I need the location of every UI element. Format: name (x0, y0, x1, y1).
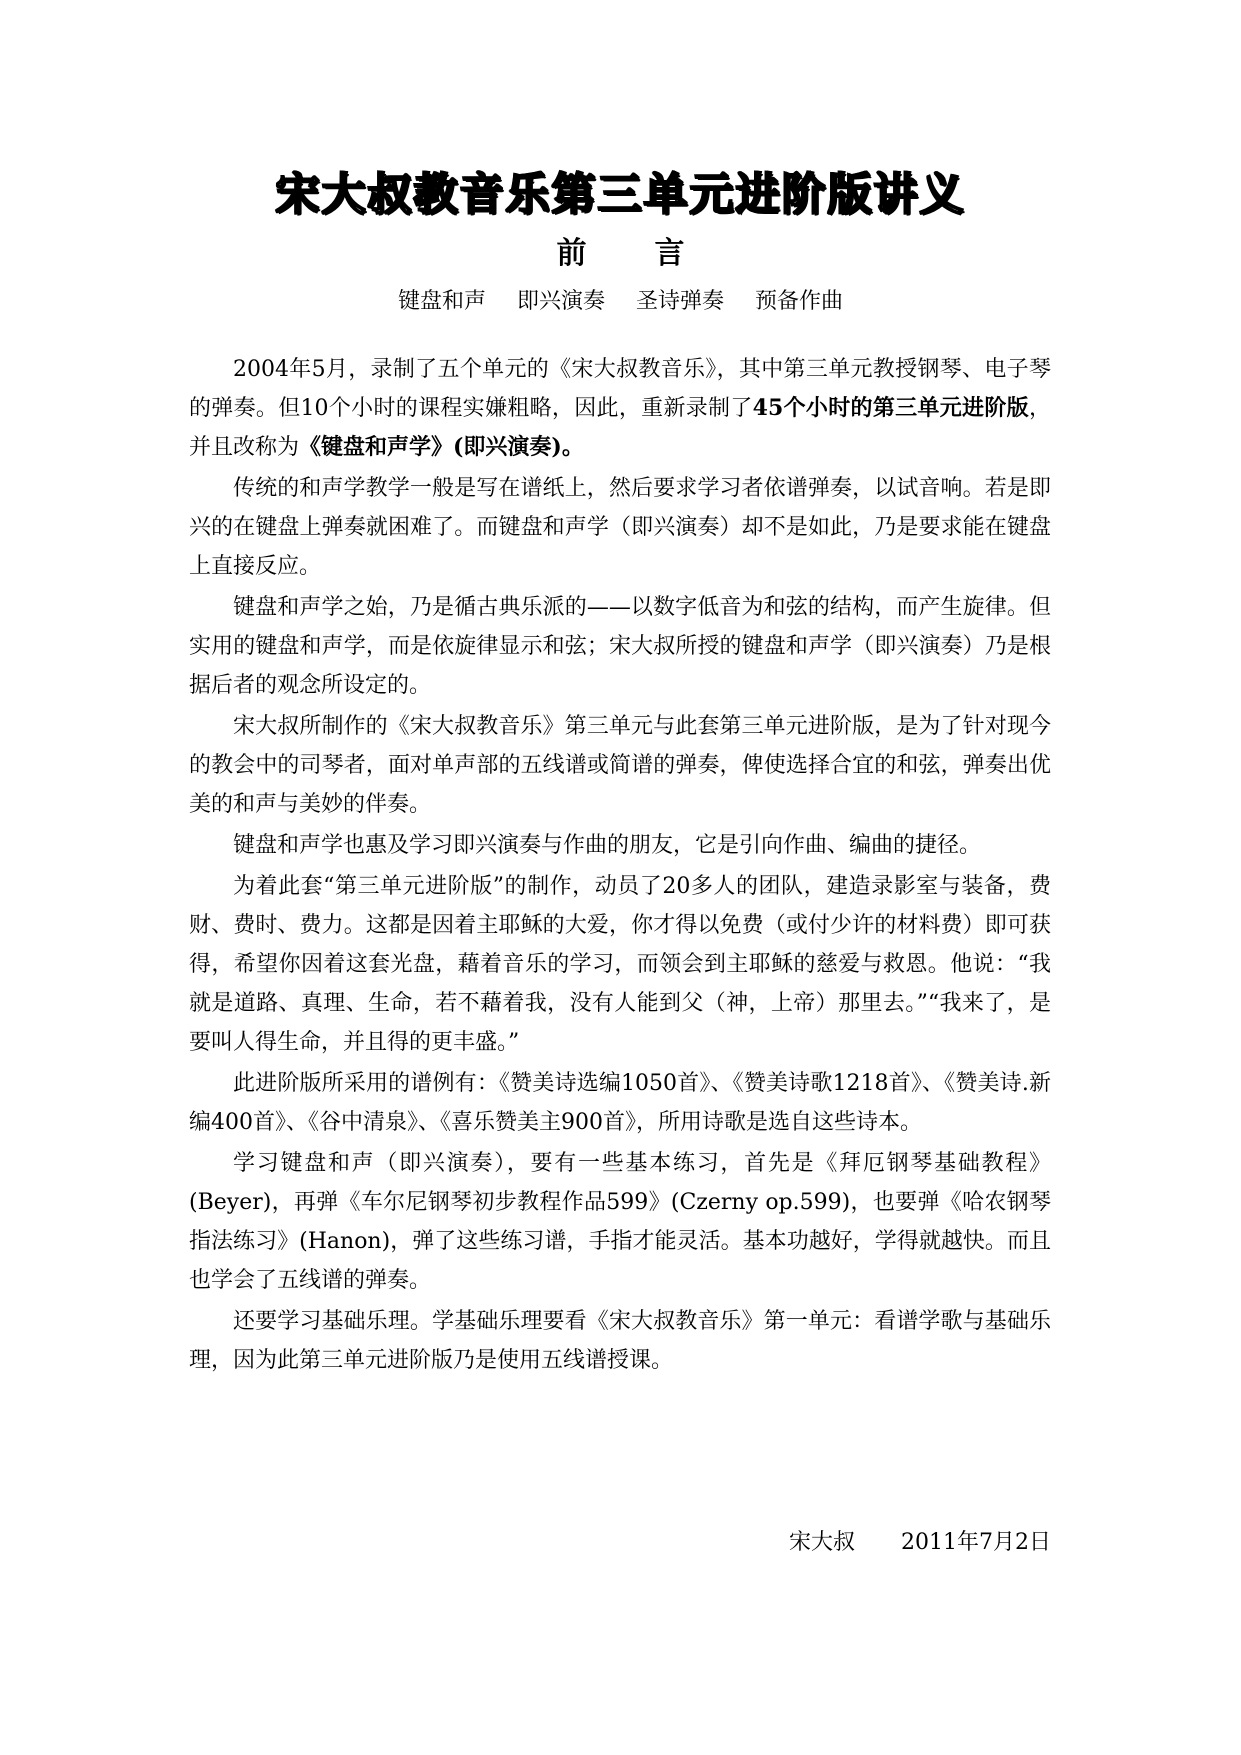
paragraph-6: 为着此套“第三单元进阶版”的制作，动员了20多人的团队，建造录影室与装备，费财、费时、费力。这都是因着主耶稣的大爱，你才得以免费（或付少许的材料费）即可获得，希望你因着这套光盘，藉着音乐的学习，而领会到主耶稣的慈爱与救恩。他说：“我就是道路、真理、生命，若不藉着我，没有人能到父（神，上帝）那里去。”“我来了，是要叫人得生命，并且得的更丰盛。” (189, 874, 1051, 1055)
paragraph-1-bold-b: 《键盘和声学》(即兴演奏)。 (299, 434, 584, 460)
paragraph-2: 传统的和声学教学一般是写在谱纸上，然后要求学习者依谱弹奏，以试音响。若是即兴的在键盘上弹奏就困难了。而键盘和声学（即兴演奏）却不是如此，乃是要求能在键盘上直接反应。 (189, 476, 1051, 579)
preface-body (189, 350, 1051, 1382)
preface-heading (0, 228, 1241, 272)
topic-composition-prep: 预备作曲 (755, 289, 844, 314)
paragraph-7: 此进阶版所采用的谱例有：《赞美诗选编1050首》、《赞美诗歌1218首》、《赞美诗.新编400首》、《谷中清泉》、《喜乐赞美主900首》，所用诗歌是选自这些诗本。 (189, 1071, 1051, 1135)
paragraph-4: 宋大叔所制作的《宋大叔教音乐》第三单元与此套第三单元进阶版，是为了针对现今的教会中的司琴者，面对单声部的五线谱或简谱的弹奏，俾使选择合宜的和弦，弹奏出优美的和声与美妙的伴奏。 (189, 714, 1051, 817)
document-title: 宋大叔教音乐第三单元进阶版讲义 (275, 169, 966, 220)
paragraph-1-text-a: 2004年5月，录制了五个单元的《宋大叔教音乐》，其中第三单元教授钢琴、电子琴的弹奏。但10个小时的课程实嫌粗略，因此，重新录制了 (189, 357, 1051, 421)
paragraph-5: 键盘和声学也惠及学习即兴演奏与作曲的朋友，它是引向作曲、编曲的捷径。 (233, 833, 982, 858)
signature-line (189, 1525, 1051, 1556)
preface-char-2: 言 (654, 236, 685, 271)
paragraph-8: 学习键盘和声（即兴演奏），要有一些基本练习，首先是《拜厄钢琴基础教程》(Beyer)，再弹《车尔尼钢琴初步教程作品599》(Czerny op.599)，也要弹《哈农钢琴指法练习》(Hanon)，弹了这些练习谱，手指才能灵活。基本功越好，学得就越快。而且也学会了五线谱的弹奏。 (189, 1151, 1051, 1293)
paragraph-1 (189, 350, 1051, 467)
topic-hymn-playing: 圣诗弹奏 (636, 289, 725, 314)
signature-date: 2011年7月2日 (901, 1530, 1051, 1555)
topic-improvisation: 即兴演奏 (516, 289, 605, 314)
signature-author: 宋大叔 (789, 1530, 856, 1555)
paragraph-9: 还要学习基础乐理。学基础乐理要看《宋大叔教音乐》第一单元：看谱学歌与基础乐理，因为此第三单元进阶版乃是使用五线谱授课。 (189, 1309, 1051, 1373)
paragraph-3: 键盘和声学之始，乃是循古典乐派的——以数字低音为和弦的结构，而产生旋律。但实用的键盘和声学，而是依旋律显示和弦；宋大叔所授的键盘和声学（即兴演奏）乃是根据后者的观念所设定的。 (189, 595, 1051, 698)
topic-keyboard-harmony: 键盘和声 (397, 289, 486, 314)
preface-char-1: 前 (556, 236, 587, 271)
subtitle-topics (0, 284, 1241, 315)
paragraph-1-text-b: ，并且改称为 (189, 396, 1051, 460)
paragraph-1-bold-a: 45个小时的第三单元进阶版 (752, 395, 1029, 421)
